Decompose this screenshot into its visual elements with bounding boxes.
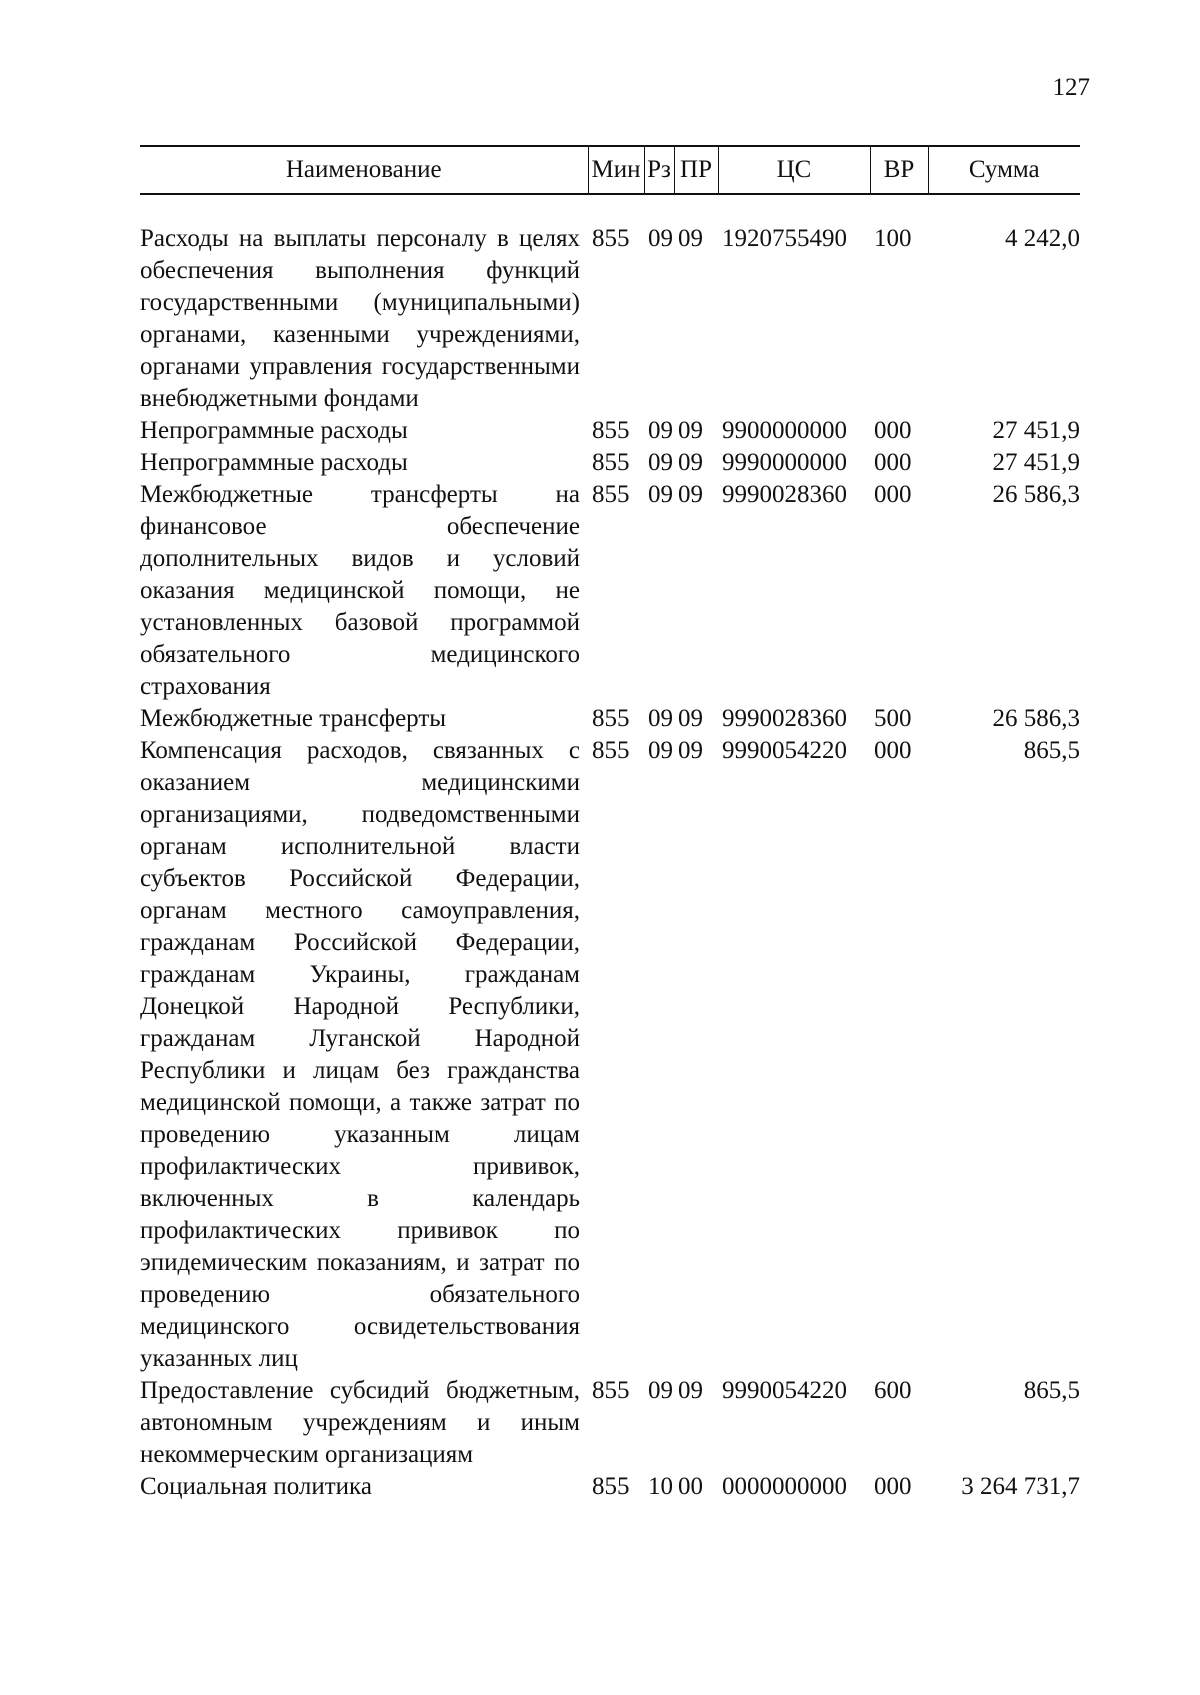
table-row xyxy=(140,735,1080,1375)
row-min: 855 xyxy=(592,225,630,252)
row-rz: 09 xyxy=(648,481,673,508)
row-name: Непрограммные расходы xyxy=(140,417,408,444)
row-rz: 09 xyxy=(648,449,673,476)
row-min: 855 xyxy=(592,449,630,476)
header-spacer xyxy=(140,194,1080,223)
row-cs: 9990054220 xyxy=(722,737,847,764)
budget-table xyxy=(140,145,1080,1503)
row-cs: 9990000000 xyxy=(722,449,847,476)
header-vr: ВР xyxy=(870,146,928,194)
row-cs: 1920755490 xyxy=(722,225,847,252)
row-pr: 09 xyxy=(678,1377,703,1404)
row-sum: 26 586,3 xyxy=(992,481,1080,508)
row-pr: 09 xyxy=(678,449,703,476)
row-sum: 3 264 731,7 xyxy=(961,1473,1080,1500)
row-pr: 09 xyxy=(678,417,703,444)
page-number: 127 xyxy=(1052,74,1090,101)
row-name: Непрограммные расходы xyxy=(140,449,408,476)
row-rz: 10 xyxy=(648,1473,673,1500)
row-min: 855 xyxy=(592,737,630,764)
row-cs: 9990054220 xyxy=(722,1377,847,1404)
table-row xyxy=(140,223,1080,415)
row-vr: 500 xyxy=(874,705,912,732)
row-vr: 000 xyxy=(874,417,912,444)
row-pr: 09 xyxy=(678,225,703,252)
row-min: 855 xyxy=(592,417,630,444)
row-rz: 09 xyxy=(648,737,673,764)
header-min: Мин xyxy=(588,146,644,194)
row-rz: 09 xyxy=(648,705,673,732)
row-sum: 26 586,3 xyxy=(992,705,1080,732)
header-pr: ПР xyxy=(674,146,718,194)
row-cs: 0000000000 xyxy=(722,1473,847,1500)
table-row xyxy=(140,479,1080,703)
row-sum: 27 451,9 xyxy=(992,449,1080,476)
table-row xyxy=(140,1375,1080,1471)
table-row xyxy=(140,415,1080,447)
header-rz: Рз xyxy=(644,146,674,194)
table-row xyxy=(140,447,1080,479)
row-pr: 00 xyxy=(678,1473,703,1500)
row-pr: 09 xyxy=(678,737,703,764)
row-name: Межбюджетные трансферты на финансовое обеспечение дополнительных видов и условий оказания медицинской помощи, не установленных базовой программой обязательного медицинского страхования xyxy=(140,481,580,700)
row-name: Предоставление субсидий бюджетным, автономным учреждениям и иным некоммерческим организациям xyxy=(140,1377,580,1468)
row-sum: 4 242,0 xyxy=(1005,225,1080,252)
row-min: 855 xyxy=(592,705,630,732)
row-cs: 9990028360 xyxy=(722,705,847,732)
row-sum: 27 451,9 xyxy=(992,417,1080,444)
row-sum: 865,5 xyxy=(1023,1377,1080,1404)
row-cs: 9900000000 xyxy=(722,417,847,444)
header-sum: Сумма xyxy=(928,146,1080,194)
row-cs: 9990028360 xyxy=(722,481,847,508)
row-vr: 100 xyxy=(874,225,912,252)
row-min: 855 xyxy=(592,481,630,508)
row-name: Межбюджетные трансферты xyxy=(140,705,447,732)
row-vr: 000 xyxy=(874,737,912,764)
row-vr: 000 xyxy=(874,481,912,508)
row-sum: 865,5 xyxy=(1023,737,1080,764)
row-name: Социальная политика xyxy=(140,1473,372,1500)
row-min: 855 xyxy=(592,1473,630,1500)
row-vr: 000 xyxy=(874,449,912,476)
table-row xyxy=(140,1471,1080,1503)
row-rz: 09 xyxy=(648,417,673,444)
table-row xyxy=(140,703,1080,735)
row-name: Компенсация расходов, связанных с оказанием медицинскими организациями, подведомственными органам исполнительной власти субъектов Российской Федерации, органам местного самоуправления, гражданам Российской Федерации, гражданам Украины, гражданам Донецкой Народной Республики, гражданам Луганской Народной Республики и лицам без гражданства медицинской помощи, а также затрат по проведению указанным лицам профилактических прививок, включенных в календарь профилактических прививок по эпидемическим показаниям, и затрат по проведению обязательного медицинского освидетельствования указанных лиц xyxy=(140,737,580,1372)
row-vr: 000 xyxy=(874,1473,912,1500)
header-name: Наименование xyxy=(140,146,588,194)
row-rz: 09 xyxy=(648,1377,673,1404)
row-pr: 09 xyxy=(678,481,703,508)
table-header-row xyxy=(140,146,1080,194)
row-min: 855 xyxy=(592,1377,630,1404)
row-name: Расходы на выплаты персоналу в целях обеспечения выполнения функций государственными (муниципальными) органами, казенными учреждениями, органами управления государственными внебюджетными фондами xyxy=(140,225,580,412)
row-pr: 09 xyxy=(678,705,703,732)
row-rz: 09 xyxy=(648,225,673,252)
row-vr: 600 xyxy=(874,1377,912,1404)
header-cs: ЦС xyxy=(718,146,870,194)
